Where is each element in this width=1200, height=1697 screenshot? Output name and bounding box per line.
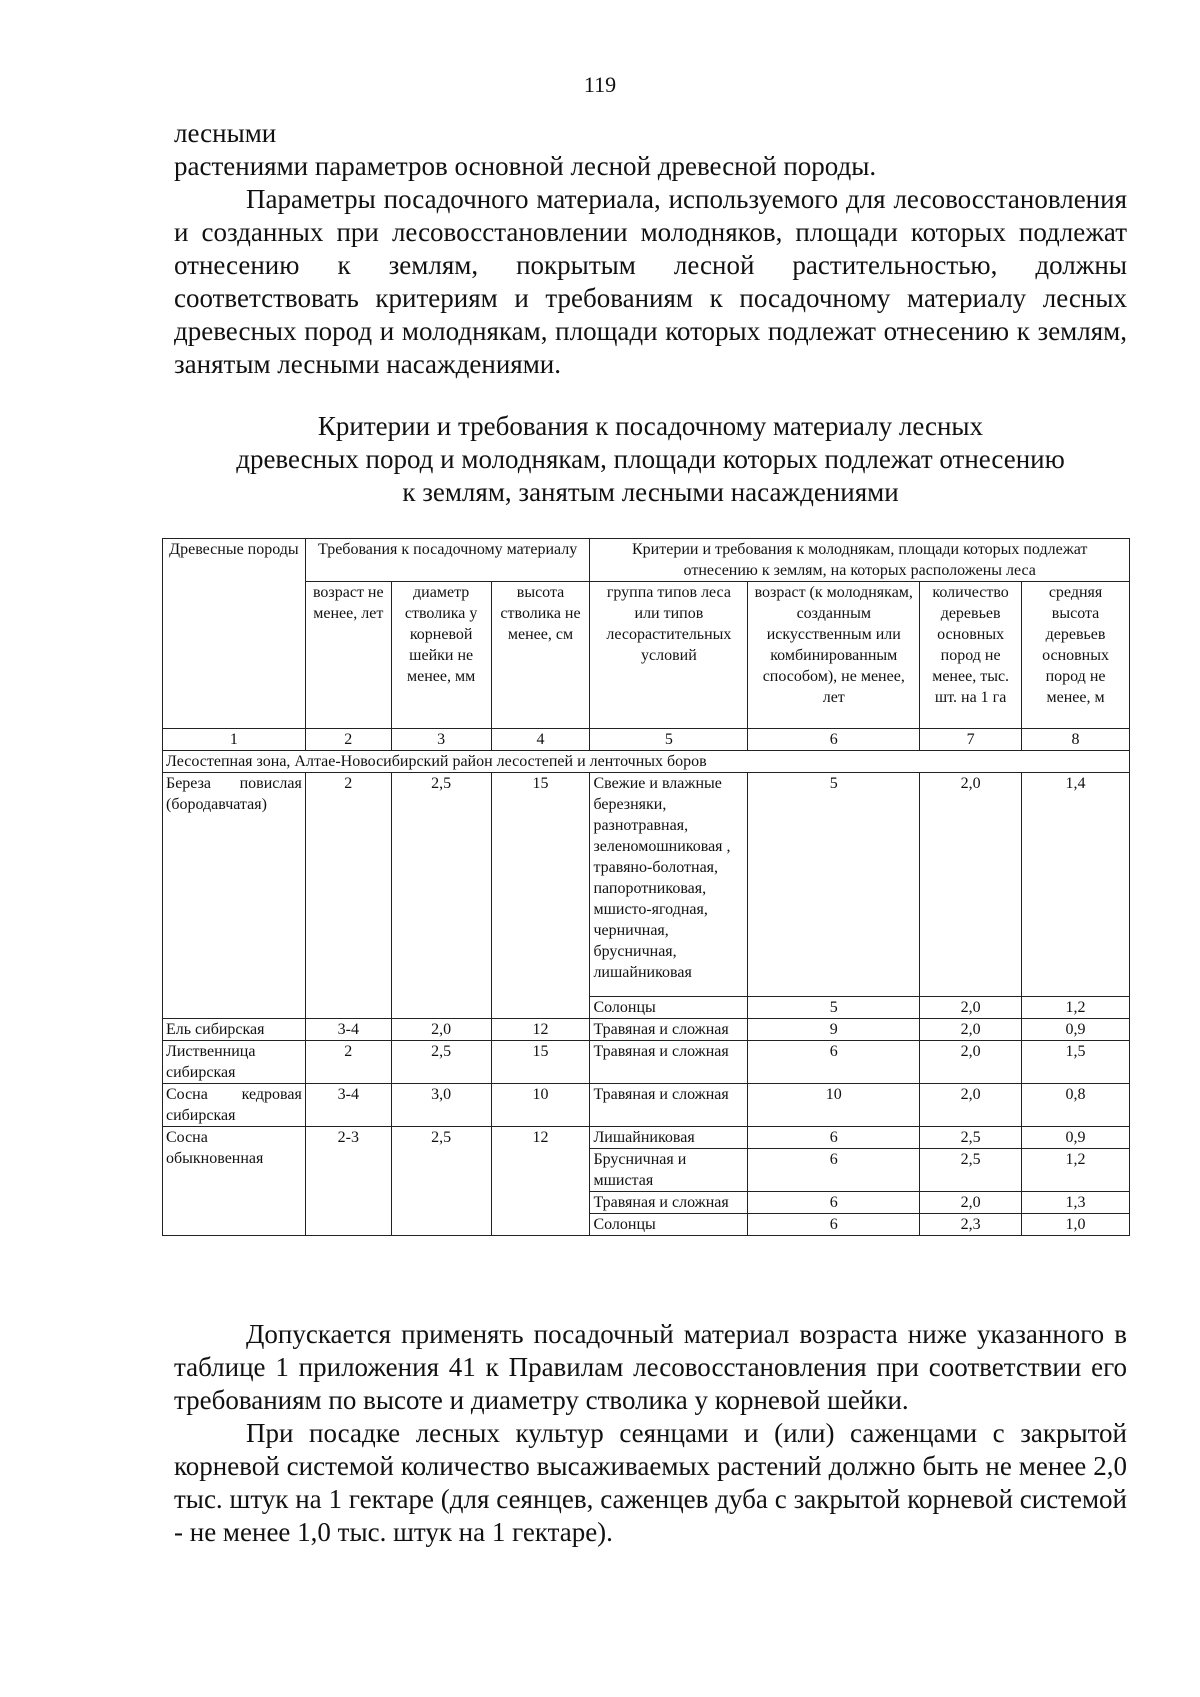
column-number: 2 xyxy=(305,729,391,751)
tree-count-cell: 2,5 xyxy=(920,1149,1022,1192)
average-height-cell: 1,2 xyxy=(1022,997,1130,1019)
species-cell xyxy=(163,1127,306,1236)
column-number: 5 xyxy=(590,729,748,751)
header-height: высота стволика не менее, см xyxy=(491,582,590,729)
tree-count-cell: 2,0 xyxy=(920,773,1022,997)
diameter-cell: 2,5 xyxy=(391,1041,491,1084)
tree-count-cell: 2,0 xyxy=(920,1084,1022,1127)
species-name: Ель сибирская xyxy=(163,1019,306,1041)
header-species: Древесные породы xyxy=(163,539,306,729)
forest-type-cell: Травяная и сложная xyxy=(590,1041,748,1084)
species-name: Лиственница xyxy=(166,1043,256,1060)
species-cell xyxy=(163,1041,306,1084)
forest-type-cell: Травяная и сложная xyxy=(590,1019,748,1041)
species-name: Сосна xyxy=(166,1129,208,1146)
forest-type-cell: Брусничная и мшистая xyxy=(590,1149,748,1192)
average-height-cell: 0,8 xyxy=(1022,1084,1130,1127)
tree-count-cell: 2,0 xyxy=(920,1192,1022,1214)
header-diameter: диаметр стволика у корневой шейки не менее, мм xyxy=(391,582,491,729)
young-age-cell: 9 xyxy=(748,1019,920,1041)
young-age-cell: 10 xyxy=(748,1084,920,1127)
young-age-cell: 6 xyxy=(748,1149,920,1192)
young-age-cell: 6 xyxy=(748,1214,920,1236)
page-number: 119 xyxy=(583,72,617,97)
average-height-cell: 1,4 xyxy=(1022,773,1130,997)
young-age-cell: 6 xyxy=(748,1127,920,1149)
header-planting-material: Требования к посадочному материалу xyxy=(305,539,590,582)
table-row xyxy=(163,1041,1130,1084)
outro-paragraph-1: Допускается применять посадочный материал возраста ниже указанного в таблице 1 приложения 41 к Правилам лесовосстановления при соответствии его требованиям по высоте и диаметру стволика у корневой шейки. xyxy=(174,1319,1127,1415)
heading-line-2: древесных пород и молоднякам, площади которых подлежат отнесению xyxy=(236,444,1065,474)
average-height-cell: 1,3 xyxy=(1022,1192,1130,1214)
species-name-suffix: сибирская xyxy=(166,1064,236,1081)
forest-type-cell: Солонцы xyxy=(590,997,748,1019)
height-cell: 15 xyxy=(491,1041,590,1084)
header-tree-count: количество деревьев основных пород не менее, тыс. шт. на 1 га xyxy=(920,582,1022,729)
intro-text xyxy=(174,117,1127,381)
species-name-suffix: обыкновенная xyxy=(166,1150,264,1167)
tree-count-cell: 2,0 xyxy=(920,997,1022,1019)
column-number: 1 xyxy=(163,729,306,751)
heading-line-1: Критерии и требования к посадочному материалу лесных xyxy=(317,411,984,441)
zone-row xyxy=(163,751,1130,773)
column-number: 6 xyxy=(748,729,920,751)
species-cell xyxy=(163,773,306,1019)
diameter-cell: 3,0 xyxy=(391,1084,491,1127)
height-cell: 12 xyxy=(491,1127,590,1236)
forest-type-cell: Свежие и влажные березняки, разнотравная, зеленомошниковая , травяно-болотная, папоротниковая, мшисто-ягодная, черничная, брусничная, лишайниковая xyxy=(590,773,748,997)
column-number: 3 xyxy=(391,729,491,751)
species-cell xyxy=(163,1084,306,1127)
average-height-cell: 1,0 xyxy=(1022,1214,1130,1236)
height-cell: 15 xyxy=(491,773,590,1019)
tree-count-cell: 2,0 xyxy=(920,1041,1022,1084)
age-cell: 3-4 xyxy=(305,1084,391,1127)
tree-count-cell: 2,5 xyxy=(920,1127,1022,1149)
intro-line-1: лесными xyxy=(174,118,277,148)
column-number: 7 xyxy=(920,729,1022,751)
column-number-row xyxy=(163,729,1130,751)
forest-type-cell: Лишайниковая xyxy=(590,1127,748,1149)
intro-paragraph: Параметры посадочного материала, используемого для лесовосстановления и созданных при лесовосстановлении молодняков, площади которых подлежат отнесению к землям, покрытым лесной растительностью, должны соответствовать критериям и требованиям к посадочному материалу лесных древесных пород и молоднякам, площади которых подлежат отнесению к землям, занятым лесными насаждениями. xyxy=(174,184,1127,379)
column-number: 8 xyxy=(1022,729,1130,751)
species-name-suffix: (бородавчатая) xyxy=(166,796,267,813)
column-number: 4 xyxy=(491,729,590,751)
criteria-table xyxy=(162,538,1130,1236)
header-forest-type-group: группа типов леса или типов лесорастительных условий xyxy=(590,582,748,729)
table-row xyxy=(163,773,1130,997)
young-age-cell: 6 xyxy=(748,1041,920,1084)
tree-count-cell: 2,0 xyxy=(920,1019,1022,1041)
forest-type-cell: Солонцы xyxy=(590,1214,748,1236)
diameter-cell: 2,0 xyxy=(391,1019,491,1041)
header-age: возраст не менее, лет xyxy=(305,582,391,729)
young-age-cell: 5 xyxy=(748,773,920,997)
diameter-cell: 2,5 xyxy=(391,773,491,1019)
forest-type-cell: Травяная и сложная xyxy=(590,1192,748,1214)
average-height-cell: 0,9 xyxy=(1022,1127,1130,1149)
forest-type-cell: Травяная и сложная xyxy=(590,1084,748,1127)
table-row xyxy=(163,1127,1130,1149)
diameter-cell: 2,5 xyxy=(391,1127,491,1236)
average-height-cell: 1,2 xyxy=(1022,1149,1130,1192)
header-row-2 xyxy=(163,582,1130,729)
intro-line-2: растениями параметров основной лесной древесной породы. xyxy=(174,151,877,181)
age-cell: 2 xyxy=(305,773,391,1019)
outro-text xyxy=(174,1318,1127,1549)
young-age-cell: 6 xyxy=(748,1192,920,1214)
heading-line-3: к землям, занятым лесными насаждениями xyxy=(402,477,899,507)
age-cell: 2-3 xyxy=(305,1127,391,1236)
table-heading xyxy=(174,410,1127,509)
zone-label: Лесостепная зона, Алтае-Новосибирский район лесостепей и ленточных боров xyxy=(163,751,1130,773)
height-cell: 12 xyxy=(491,1019,590,1041)
table-row xyxy=(163,1019,1130,1041)
header-row-1 xyxy=(163,539,1130,582)
species-name-suffix: сибирская xyxy=(166,1107,236,1124)
species-name: Береза повислая xyxy=(166,775,302,792)
age-cell: 2 xyxy=(305,1041,391,1084)
tree-count-cell: 2,3 xyxy=(920,1214,1022,1236)
young-age-cell: 5 xyxy=(748,997,920,1019)
header-average-height: средняя высота деревьев основных пород не менее, м xyxy=(1022,582,1130,729)
outro-paragraph-2: При посадке лесных культур сеянцами и (или) саженцами с закрытой корневой системой количество высаживаемых растений должно быть не менее 2,0 тыс. штук на 1 гектаре (для сеянцев, саженцев дуба с закрытой корневой системой - не менее 1,0 тыс. штук на 1 гектаре). xyxy=(174,1418,1127,1547)
average-height-cell: 0,9 xyxy=(1022,1019,1130,1041)
height-cell: 10 xyxy=(491,1084,590,1127)
header-young-stands: Критерии и требования к молоднякам, площади которых подлежат отнесению к землям, на которых расположены леса xyxy=(590,539,1130,582)
average-height-cell: 1,5 xyxy=(1022,1041,1130,1084)
header-young-age: возраст (к молоднякам, созданным искусственным или комбинированным способом), не менее, лет xyxy=(748,582,920,729)
table-row xyxy=(163,1084,1130,1127)
species-name: Сосна кедровая xyxy=(166,1086,302,1103)
age-cell: 3-4 xyxy=(305,1019,391,1041)
